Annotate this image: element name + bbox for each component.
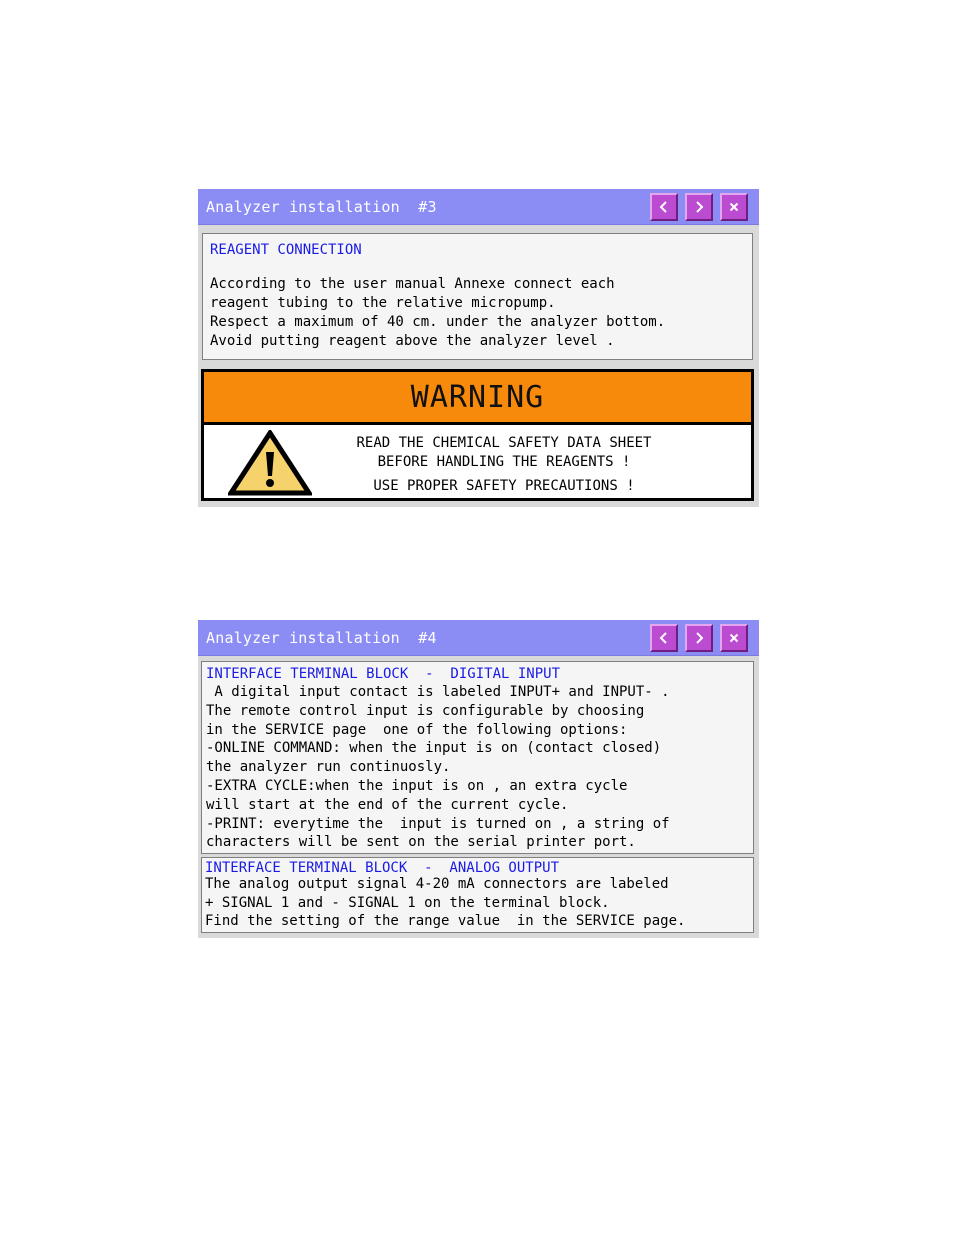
warning-line: BEFORE HANDLING THE REAGENTS ! [377,454,631,470]
text-line: + SIGNAL 1 and - SIGNAL 1 on the terminal block. [205,894,610,911]
warning-line: READ THE CHEMICAL SAFETY DATA SHEET [356,435,652,451]
panel-3-close-button[interactable] [720,193,748,221]
installation-panel-4 [198,620,759,938]
digital-input-text [206,683,670,852]
panel-4-title: Analyzer installation #4 [206,629,437,647]
reagent-connection-text [210,275,665,351]
text-line: reagent tubing to the relative micropump. [210,295,556,311]
installation-panel-3 [198,189,759,507]
reagent-connection-section [202,233,753,360]
warning-title: WARNING [410,380,545,415]
analog-output-heading: INTERFACE TERMINAL BLOCK - ANALOG OUTPUT [205,860,560,876]
panel-4-next-button[interactable] [685,624,713,652]
close-icon [728,201,740,213]
digital-input-heading: INTERFACE TERMINAL BLOCK - DIGITAL INPUT [206,666,561,682]
text-line: The analog output signal 4-20 mA connectors are labeled [205,876,669,892]
analog-output-section [201,857,754,933]
panel-4-close-button[interactable] [720,624,748,652]
text-line: -EXTRA CYCLE:when the input is on , an extra cycle [206,777,628,794]
panel-3-next-button[interactable] [685,193,713,221]
warning-box [201,369,754,501]
text-line: Find the setting of the range value in the SERVICE page. [205,913,686,929]
chevron-left-icon [658,200,670,214]
text-line: -PRINT: everytime the input is turned on , a string of [206,815,670,832]
text-line: will start at the end of the current cycle. [206,796,569,813]
panel-3-prev-button[interactable] [650,193,678,221]
close-icon [728,632,740,644]
text-line: in the SERVICE page one of the following options: [206,721,628,738]
text-line: the analyzer run continuosly. [206,759,451,776]
text-line: The remote control input is configurable by choosing [206,702,645,719]
panel-3-title: Analyzer installation #3 [206,198,437,216]
text-line: characters will be sent on the serial printer port. [206,834,636,851]
digital-input-section [201,661,754,854]
text-line: -ONLINE COMMAND: when the input is on (contact closed) [206,740,662,757]
text-line: Avoid putting reagent above the analyzer level . [210,333,615,349]
text-line: A digital input contact is labeled INPUT+ and INPUT- . [206,684,670,700]
warning-line: USE PROPER SAFETY PRECAUTIONS ! [373,478,635,494]
text-line: Respect a maximum of 40 cm. under the analyzer bottom. [210,314,666,330]
chevron-left-icon [658,631,670,645]
panel-4-prev-button[interactable] [650,624,678,652]
panel-3-titlebar [198,189,759,225]
analog-output-text [205,875,685,931]
reagent-connection-heading: REAGENT CONNECTION [210,242,362,258]
text-line: According to the user manual Annexe connect each [210,276,615,292]
panel-4-titlebar [198,620,759,656]
warning-banner [204,372,751,425]
chevron-right-icon [693,631,705,645]
chevron-right-icon [693,200,705,214]
